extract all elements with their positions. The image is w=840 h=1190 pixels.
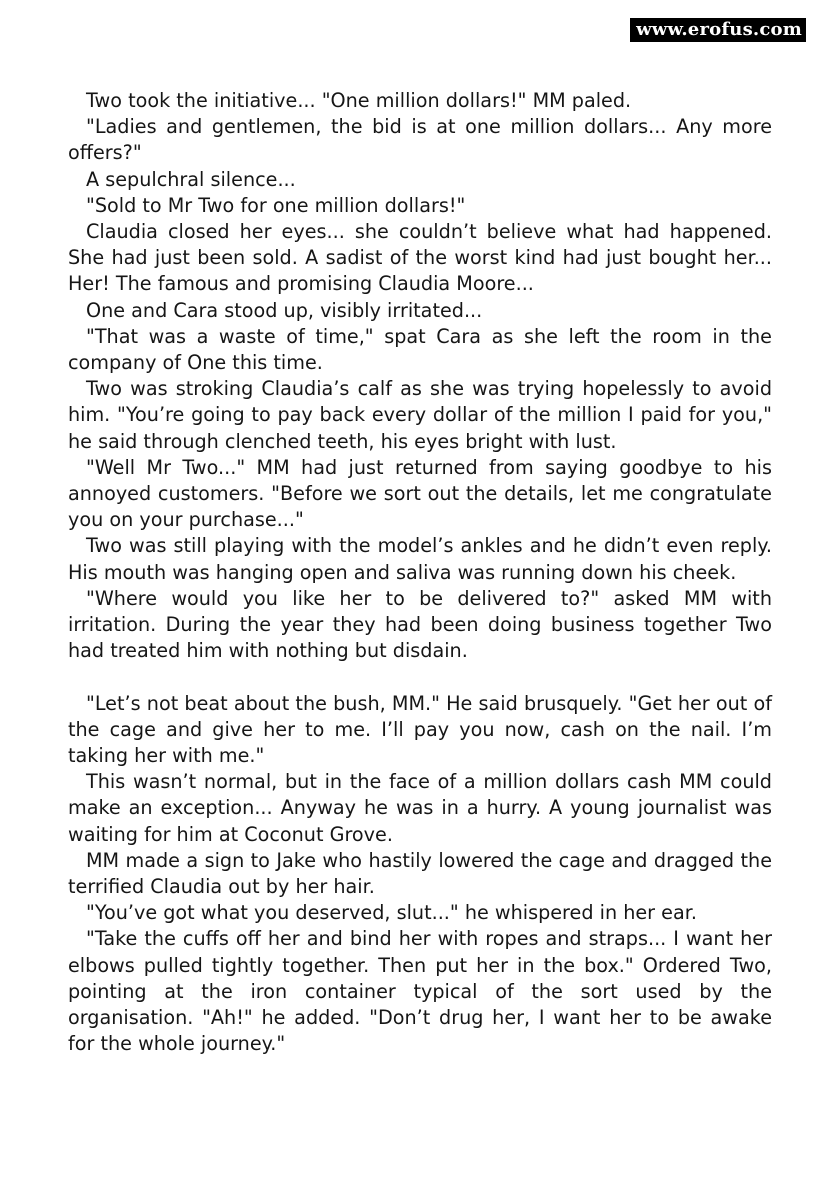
paragraph: "Where would you like her to be delivered to?" asked MM with irritation. During the year they had been doing business together Two had treated him with nothing but disdain. xyxy=(68,586,772,663)
paragraph: Two was still playing with the model’s ankles and he didn’t even reply. His mouth was hanging open and saliva was running down his cheek. xyxy=(68,534,772,584)
paragraph: Two took the initiative... "One million dollars!" MM paled. xyxy=(86,89,632,112)
paragraph: "Well Mr Two..." MM had just returned from saying goodbye to his annoyed customers. "Before we sort out the details, let me congratulate you on your purchase..." xyxy=(68,455,772,532)
paragraph: MM made a sign to Jake who hastily lowered the cage and dragged the terrified Claudia out by her hair. xyxy=(68,848,772,899)
paragraph: "You’ve got what you deserved, slut..." he whispered in her ear. xyxy=(86,901,697,925)
paragraph: A sepulchral silence... xyxy=(86,167,296,191)
paragraph: Claudia closed her eyes... she couldn’t believe what had happened. She had just been sold. A sadist of the worst kind had just bought her... Her! The famous and promising Claudia Moore... xyxy=(68,220,772,296)
paragraph: "Sold to Mr Two for one million dollars!" xyxy=(86,193,466,217)
paragraph: "That was a waste of time," spat Cara as she left the room in the company of One this time. xyxy=(68,324,772,375)
paragraph: This wasn’t normal, but in the face of a million dollars cash MM could make an exception... Anyway he was in a hurry. A young journalist was waiting for him at Coconut Grove. xyxy=(68,770,772,846)
paragraph: One and Cara stood up, visibly irritated... xyxy=(86,298,483,322)
paragraph: "Take the cuffs off her and bind her with ropes and straps... I want her elbows pulled tightly together. Then put her in the box." Ordered Two, pointing at the iron container typical of the sort used by the organisation. "Ah!" he added. "Don’t drug her, I want her to be awake for the whole journey." xyxy=(68,927,772,1056)
site-watermark: www.erofus.com xyxy=(630,18,806,42)
story-text xyxy=(68,88,772,1058)
paragraph: "Let’s not beat about the bush, MM." He said brusquely. "Get her out of the cage and give her to me. I’ll pay you now, cash on the nail. I’m taking her with me." xyxy=(68,691,772,768)
paragraph: Two was stroking Claudia’s calf as she was trying hopelessly to avoid him. "You’re going to pay back every dollar of the million I paid for you," he said through clenched teeth, his eyes bright with lust. xyxy=(68,377,772,453)
paragraph: "Ladies and gentlemen, the bid is at one million dollars... Any more offers?" xyxy=(68,115,772,165)
